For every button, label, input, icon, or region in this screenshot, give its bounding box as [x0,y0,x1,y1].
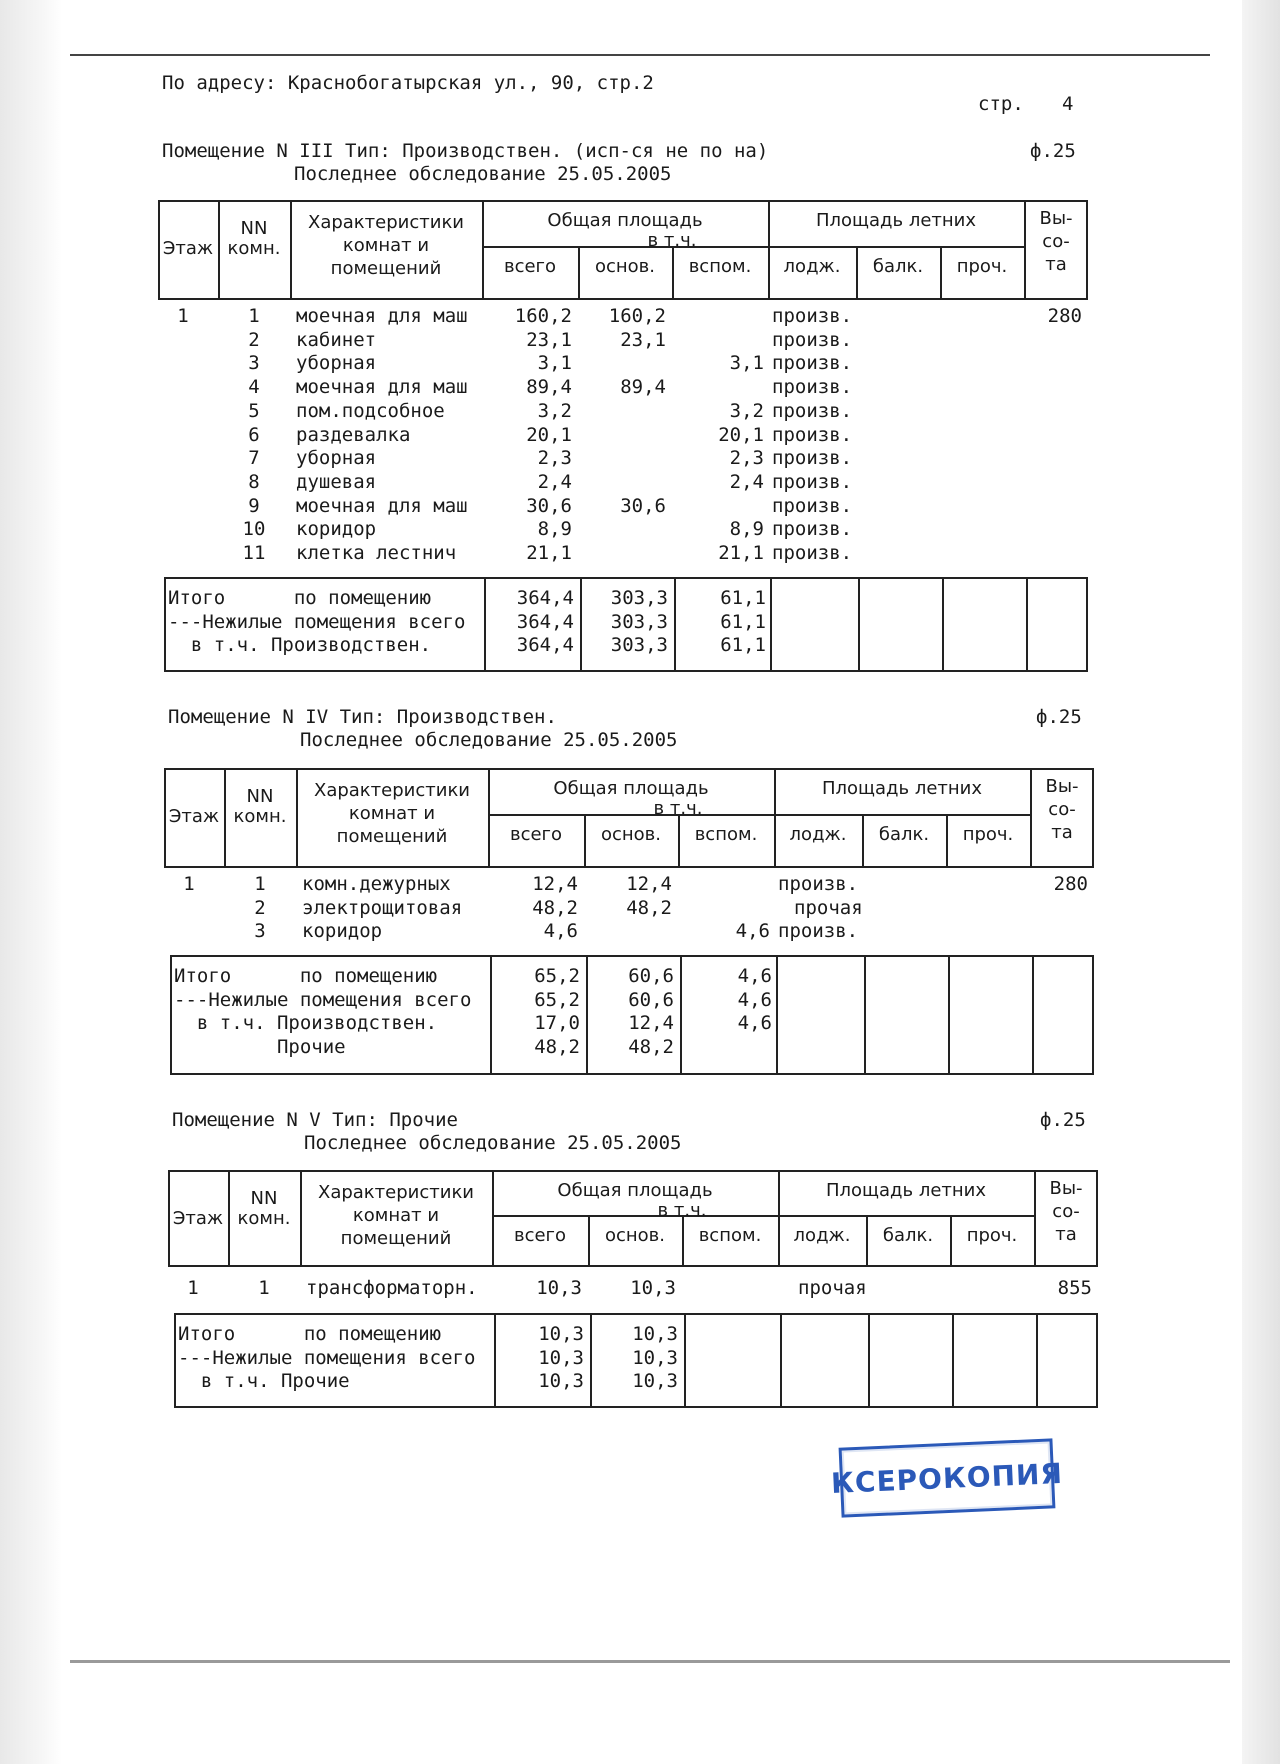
totals-main: 12,4 [628,1012,674,1034]
totals-total: 17,0 [534,1012,580,1034]
survey-date: Последнее обследование 25.05.2005 [300,729,678,751]
row-use: произв. [772,399,853,422]
totals-column-divider [1036,1313,1038,1408]
totals-column-divider [942,577,944,672]
row-total: 4,6 [543,920,578,943]
header-total-area: Общая площадь [547,210,703,231]
totals-main: 10,3 [632,1370,678,1392]
totals-column-divider [858,577,860,672]
row-use: произв. [772,494,853,517]
header-height: та [1055,1224,1077,1245]
header-sub-rule [778,1215,1034,1217]
totals-main: 60,6 [628,965,674,987]
row-total: 23,1 [526,328,572,351]
row-use: произв. [772,352,853,375]
row-number: 1 [254,873,266,895]
header-characteristics: Характеристики [313,780,471,801]
header-nn-rooms: комн. [237,1208,291,1229]
section-title: Помещение N III Тип: Производствен. (исп-ся не по на) [162,140,769,162]
header-balcony: балк. [882,1225,934,1246]
row-total: 48,2 [532,896,578,919]
row-total: 89,4 [526,376,572,399]
totals-column-divider [780,1313,782,1408]
totals-column-divider [1026,577,1028,672]
header-summer-area: Площадь летних [816,210,976,231]
row-use: произв. [772,470,853,493]
header-including: в т.ч. [647,230,697,251]
header-characteristics: помещений [330,258,442,279]
row-name: уборная [296,352,377,375]
header-total-area: Общая площадь [553,778,709,799]
totals-label: в т.ч. Производствен. [168,634,432,656]
header-loggia: лодж. [783,256,841,277]
row-main: 48,2 [626,896,672,919]
row-name: трансформаторн. [306,1277,478,1299]
totals-label: Итого по помещению [174,965,438,987]
row-use: произв. [772,423,853,446]
form-number: ф.25 [1030,140,1076,162]
header-other: проч. [966,1225,1018,1246]
totals-label: ---Нежилые помещения всего [168,610,466,633]
header-summer-area: Площадь летних [826,1180,986,1201]
row-name: электрощитовая [302,896,463,919]
row-number: 8 [248,470,260,493]
row-number: 6 [248,423,260,446]
survey-date: Последнее обследование 25.05.2005 [304,1132,682,1154]
header-nn: NN [240,218,268,239]
row-name: кабинет [296,328,377,351]
row-floor: 1 [177,305,189,327]
row-height: 280 [1047,305,1082,327]
header-height: со- [1048,799,1076,820]
row-use: прочая [794,896,863,919]
xerocopy-stamp: КСЕРОКОПИЯ [839,1438,1056,1517]
header-other: проч. [956,256,1008,277]
row-name: коридор [302,920,383,943]
totals-main: 10,3 [632,1346,678,1369]
header-characteristics: Характеристики [317,1182,475,1203]
row-total: 20,1 [526,423,572,446]
totals-total: 10,3 [538,1346,584,1369]
sheet-bottom-edge [70,1660,1230,1663]
header-height: та [1051,822,1073,843]
header-aux: вспом. [694,824,758,845]
row-number: 9 [248,494,260,517]
header-characteristics: помещений [336,826,448,847]
row-use: произв. [772,328,853,351]
section-title: Помещение N IV Тип: Производствен. [168,706,557,728]
row-name: пом.подсобное [296,399,445,422]
totals-total: 65,2 [534,988,580,1011]
totals-main: 48,2 [628,1035,674,1058]
header-height: Вы- [1049,1178,1083,1199]
row-main: 30,6 [620,494,666,517]
totals-total: 364,4 [516,587,574,609]
row-total: 21,1 [526,542,572,564]
row-total: 12,4 [532,873,578,895]
totals-label: Итого по помещению [168,587,432,609]
row-main: 10,3 [630,1277,676,1299]
row-name: моечная для маш [296,494,468,517]
header-floor: Этаж [172,1208,224,1229]
row-number: 10 [242,518,266,541]
row-floor: 1 [183,873,195,895]
row-height: 855 [1057,1277,1092,1299]
row-name: клетка лестнич [296,542,457,564]
header-characteristics: помещений [340,1228,452,1249]
totals-main: 10,3 [632,1323,678,1345]
header-characteristics: комнат и [348,803,436,824]
row-use: произв. [772,518,853,541]
row-number: 2 [254,896,266,919]
row-total: 2,3 [537,447,572,470]
form-number: ф.25 [1040,1109,1086,1131]
totals-aux: 61,1 [720,634,766,656]
row-name: раздевалка [296,423,411,446]
row-use: произв. [778,920,859,943]
header-sub-rule [768,246,1024,248]
totals-main: 303,3 [610,610,668,633]
header-total-area: Общая площадь [557,1180,713,1201]
header-sub-rule [774,814,1030,816]
row-total: 8,9 [537,518,572,541]
header-main: основ. [600,824,662,845]
row-use: произв. [772,447,853,470]
totals-column-divider [864,955,866,1075]
row-floor: 1 [187,1277,199,1299]
header-floor: Этаж [162,238,214,259]
totals-aux: 4,6 [737,988,772,1011]
address-line: По адресу: Краснобогатырская ул., 90, стр.2 [162,72,654,94]
row-aux: 3,1 [729,352,764,375]
totals-label: Итого по помещению [178,1323,442,1345]
row-number: 1 [248,305,260,327]
header-characteristics: Характеристики [307,212,465,233]
totals-main: 303,3 [610,634,668,656]
row-aux: 2,3 [729,447,764,470]
row-total: 2,4 [537,470,572,493]
row-aux: 20,1 [718,423,764,446]
row-aux: 2,4 [729,470,764,493]
totals-total: 10,3 [538,1323,584,1345]
row-name: душевая [296,470,377,493]
scan-shadow-right [1242,0,1280,1764]
row-number: 7 [248,447,260,470]
row-name: моечная для маш [296,376,468,399]
totals-total: 48,2 [534,1035,580,1058]
header-characteristics: комнат и [352,1205,440,1226]
row-number: 11 [242,542,266,564]
totals-aux: 4,6 [737,1012,772,1034]
header-total: всего [503,256,557,277]
totals-total: 364,4 [516,634,574,656]
header-loggia: лодж. [793,1225,851,1246]
totals-label: Прочие [174,1035,346,1058]
row-total: 3,2 [537,399,572,422]
totals-column-divider [948,955,950,1075]
header-height: Вы- [1039,208,1073,229]
row-number: 3 [254,920,266,943]
row-use: произв. [772,542,853,564]
totals-aux: 4,6 [737,965,772,987]
totals-total: 10,3 [538,1370,584,1392]
totals-column-divider [770,577,772,672]
totals-aux: 61,1 [720,610,766,633]
totals-column-divider [776,955,778,1075]
row-aux: 8,9 [729,518,764,541]
header-including: в т.ч. [657,1200,707,1221]
totals-main: 60,6 [628,988,674,1011]
row-height: 280 [1053,873,1088,895]
header-height: со- [1042,231,1070,252]
row-number: 3 [248,352,260,375]
sheet-top-edge [70,54,1210,56]
totals-column-divider [684,1313,686,1408]
header-total: всего [513,1225,567,1246]
header-nn: NN [246,786,274,807]
row-use: прочая [798,1277,867,1299]
header-nn-rooms: комн. [227,238,281,259]
row-use: произв. [772,305,853,327]
header-height: та [1045,254,1067,275]
totals-total: 364,4 [516,610,574,633]
row-total: 160,2 [514,305,572,327]
header-other: проч. [962,824,1014,845]
header-total: всего [509,824,563,845]
row-number: 5 [248,399,260,422]
header-height: со- [1052,1201,1080,1222]
totals-total: 65,2 [534,965,580,987]
row-total: 3,1 [537,352,572,375]
page-number: 4 [1062,93,1074,115]
header-nn: NN [250,1188,278,1209]
row-main: 160,2 [608,305,666,327]
row-name: моечная для маш [296,305,468,327]
row-use: произв. [778,873,859,895]
row-total: 30,6 [526,494,572,517]
row-use: произв. [772,376,853,399]
totals-aux: 61,1 [720,587,766,609]
form-number: ф.25 [1036,706,1082,728]
section-title: Помещение N V Тип: Прочие [172,1109,458,1131]
header-including: в т.ч. [653,798,703,819]
totals-label: ---Нежилые помещения всего [178,1346,476,1369]
survey-date: Последнее обследование 25.05.2005 [294,163,672,185]
header-main: основ. [594,256,656,277]
totals-label: ---Нежилые помещения всего [174,988,472,1011]
row-name: уборная [296,447,377,470]
totals-main: 303,3 [610,587,668,609]
row-aux: 21,1 [718,542,764,564]
totals-column-divider [868,1313,870,1408]
row-number: 4 [248,376,260,399]
row-name: коридор [296,518,377,541]
row-name: комн.дежурных [302,873,451,895]
row-aux: 3,2 [729,399,764,422]
row-main: 12,4 [626,873,672,895]
header-height: Вы- [1045,776,1079,797]
totals-label: в т.ч. Производствен. [174,1012,438,1034]
header-balcony: балк. [872,256,924,277]
row-number: 1 [258,1277,270,1299]
scan-shadow-left [0,0,62,1764]
header-aux: вспом. [688,256,752,277]
header-nn-rooms: комн. [233,806,287,827]
header-balcony: балк. [878,824,930,845]
header-floor: Этаж [168,806,220,827]
header-summer-area: Площадь летних [822,778,982,799]
row-main: 23,1 [620,328,666,351]
row-aux: 4,6 [735,920,770,943]
row-total: 10,3 [536,1277,582,1299]
header-loggia: лодж. [789,824,847,845]
totals-column-divider [952,1313,954,1408]
header-aux: вспом. [698,1225,762,1246]
header-characteristics: комнат и [342,235,430,256]
header-main: основ. [604,1225,666,1246]
row-main: 89,4 [620,376,666,399]
row-number: 2 [248,328,260,351]
totals-label: в т.ч. Прочие [178,1370,350,1392]
page-label: стр. [978,93,1024,115]
totals-column-divider [1032,955,1034,1075]
